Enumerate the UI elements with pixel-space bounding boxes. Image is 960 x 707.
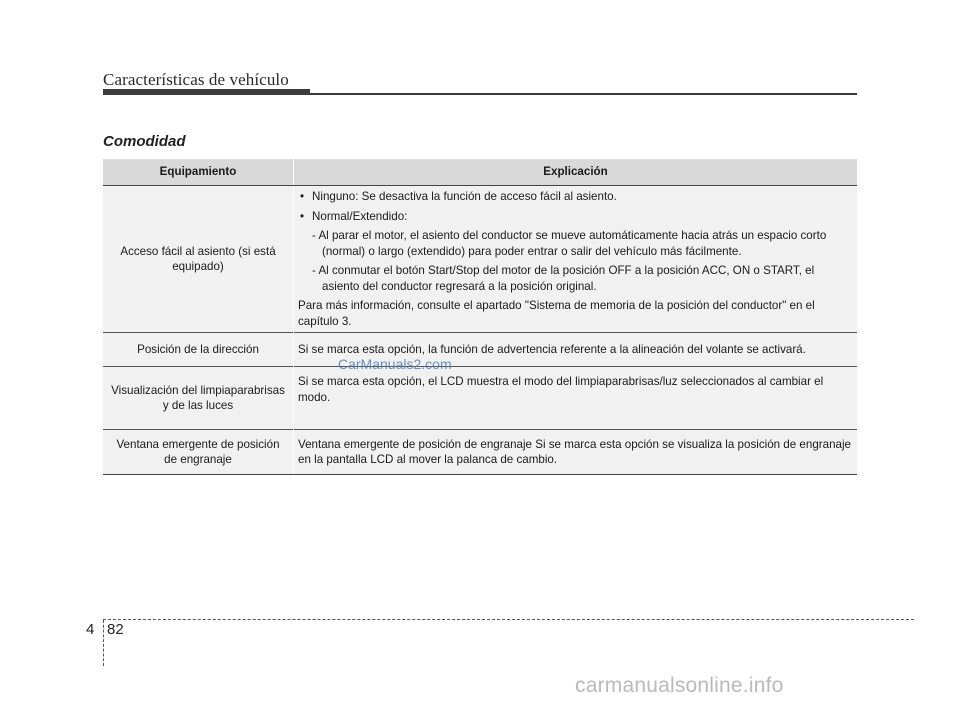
- table-row: [103, 367, 857, 430]
- equipment-cell: Visualización del limpiaparabrisas y de las luces: [103, 367, 294, 430]
- table-row: [103, 333, 857, 367]
- site-watermark: carmanualsonline.info: [575, 674, 784, 697]
- section-title: Comodidad: [103, 133, 186, 150]
- column-header-equipment: Equipamiento: [103, 159, 294, 186]
- table-row: [103, 430, 857, 475]
- explanation-cell: [294, 186, 858, 333]
- header-rule-thin: [310, 93, 857, 95]
- table-header-row: [103, 159, 857, 186]
- footer-dashed-line: [103, 619, 914, 620]
- page-number: 82: [107, 621, 124, 638]
- bullet-item: • Ninguno: Se desactiva la función de acceso fácil al asiento.: [298, 189, 853, 205]
- equipment-cell: Posición de la dirección: [103, 333, 294, 367]
- chapter-title: Características de vehículo: [103, 70, 289, 89]
- table-row: [103, 186, 857, 333]
- equipment-cell: Acceso fácil al asiento (si está equipado): [103, 186, 294, 333]
- dash-item: - Al parar el motor, el asiento del conductor se mueve automáticamente hacia atrás un espacio corto (normal) o largo (extendido) para poder entrar o salir del vehículo más fácilmente.: [312, 229, 827, 258]
- chapter-number: 4: [86, 621, 95, 638]
- carmanuals-watermark: CarManuals2.com: [338, 356, 452, 372]
- footer-dashed-divider: [103, 620, 104, 666]
- header-rule-thick: [103, 89, 310, 95]
- note-text: Para más información, consulte el apartado "Sistema de memoria de la posición del conductor" en el capítulo 3.: [298, 299, 815, 328]
- column-header-explanation: Explicación: [294, 159, 858, 186]
- bullet-item: • Normal/Extendido:: [298, 209, 853, 225]
- dash-item: - Al conmutar el botón Start/Stop del motor de la posición OFF a la posición ACC, ON o START, el asiento del conductor regresará a la posición original.: [312, 264, 815, 293]
- explanation-cell: Ventana emergente de posición de engranaje Si se marca esta opción se visualiza la posición de engranaje en la pantalla LCD al mover la palanca de cambio.: [294, 430, 858, 475]
- explanation-cell: Si se marca esta opción, el LCD muestra el modo del limpiaparabrisas/luz seleccionados al cambiar el modo.: [294, 367, 858, 430]
- comfort-table: [103, 159, 857, 475]
- explanation-cell: Si se marca esta opción, la función de advertencia referente a la alineación del volante se activará.: [294, 333, 858, 367]
- equipment-cell: Ventana emergente de posición de engranaje: [103, 430, 294, 475]
